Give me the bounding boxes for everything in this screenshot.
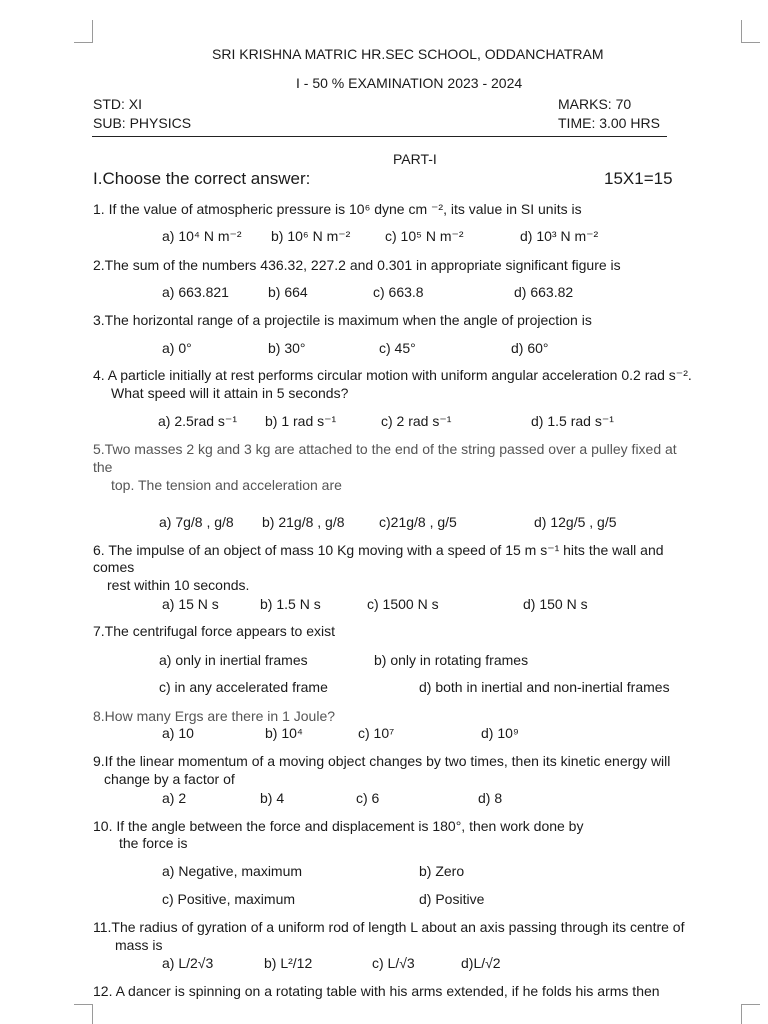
crop-mark-bottom-left-h [74,1004,93,1005]
question-1-option-b: b) 10⁶ N m⁻² [271,228,351,244]
subject-label: SUB: PHYSICS [93,115,192,131]
question-1-text: 1. If the value of atmospheric pressure is 10⁶ dyne cm ⁻², its value in SI units is [93,201,582,217]
question-7-option-d: d) both in inertial and non-inertial frames [419,679,670,695]
question-6-option-d: d) 150 N s [523,596,588,612]
question-5-option-b: b) 21g/8 , g/8 [262,514,345,530]
question-10-option-d: d) Positive [419,891,485,907]
question-4-text-line-1: 4. A particle initially at rest performs circular motion with uniform angular acceleration 0.2 rad s⁻². [93,367,692,383]
question-6-option-c: c) 1500 N s [367,596,439,612]
header-divider [92,136,667,137]
question-6-text-line-2: comes [93,559,135,575]
question-5-option-d: d) 12g/5 , g/5 [534,514,617,530]
question-7-option-b: b) only in rotating frames [374,652,529,668]
question-9-option-c: c) 6 [356,790,380,806]
question-5-text-line-1: 5.Two masses 2 kg and 3 kg are attached to the end of the string passed over a pulley fixed at [93,441,677,457]
time-label: TIME: 3.00 HRS [558,115,660,131]
crop-mark-bottom-left-v [92,1004,93,1024]
question-4-option-d: d) 1.5 rad s⁻¹ [531,413,614,429]
question-1-option-a: a) 10⁴ N m⁻² [162,228,242,244]
question-3-option-a: a) 0° [162,340,192,356]
question-11-text-line-2: mass is [115,937,163,953]
marks-label: MARKS: 70 [558,96,632,112]
crop-mark-bottom-right-h [741,1004,760,1005]
question-6-text-line-1: 6. The impulse of an object of mass 10 Kg moving with a speed of 15 m s⁻¹ hits the wall and [93,542,664,558]
question-3-option-b: b) 30° [268,340,306,356]
question-9-option-a: a) 2 [162,790,187,806]
question-9-option-b: b) 4 [260,790,285,806]
question-6-text-line-3: rest within 10 seconds. [107,577,250,593]
crop-mark-top-right-v [741,20,742,42]
question-11-option-a: a) L/2√3 [162,955,214,971]
section-marks: 15X1=15 [604,169,673,188]
question-5-option-a: a) 7g/8 , g/8 [159,514,234,530]
question-1-option-c: c) 10⁵ N m⁻² [385,228,464,244]
question-7-option-c: c) in any accelerated frame [159,679,328,695]
question-2-option-d: d) 663.82 [514,284,574,300]
question-7-text: 7.The centrifugal force appears to exist [93,623,336,639]
question-1-option-d: d) 10³ N m⁻² [520,228,599,244]
std-label: STD: XI [93,96,143,112]
question-10-option-a: a) Negative, maximum [162,863,303,879]
question-11-option-c: c) L/√3 [372,955,415,971]
crop-mark-bottom-right-v [741,1004,742,1024]
question-3-text: 3.The horizontal range of a projectile is maximum when the angle of projection is [93,312,592,328]
question-10-option-c: c) Positive, maximum [162,891,296,907]
question-4-text-line-2: What speed will it attain in 5 seconds? [111,385,349,401]
question-8-option-d: d) 10⁹ [481,725,519,741]
question-5-text-line-2: the [93,459,113,475]
question-9-option-d: d) 8 [478,790,503,806]
exam-title: I - 50 % EXAMINATION 2023 - 2024 [296,75,523,91]
crop-mark-top-left-h [74,42,93,43]
question-10-text-line-1: 10. If the angle between the force and displacement is 180°, then work done by [93,818,584,834]
question-9-text-line-1: 9.If the linear momentum of a moving object changes by two times, then its kinetic energy will [93,753,671,769]
part-title: PART-I [393,151,437,167]
crop-mark-top-right-h [741,42,760,43]
question-11-option-b: b) L²/12 [264,955,313,971]
question-4-option-c: c) 2 rad s⁻¹ [381,413,452,429]
crop-mark-top-left-v [92,20,93,42]
question-2-option-a: a) 663.821 [162,284,229,300]
question-11-text-line-1: 11.The radius of gyration of a uniform rod of length L about an axis passing through its centre of [93,919,685,935]
question-8-option-a: a) 10 [162,725,194,741]
question-2-option-c: c) 663.8 [373,284,424,300]
question-8-option-c: c) 10⁷ [358,725,395,741]
question-3-option-d: d) 60° [511,340,549,356]
question-6-option-a: a) 15 N s [162,596,219,612]
question-8-text: 8.How many Ergs are there in 1 Joule? [93,708,336,724]
question-4-option-b: b) 1 rad s⁻¹ [265,413,337,429]
question-10-option-b: b) Zero [419,863,465,879]
question-5-text-line-3: top. The tension and acceleration are [111,477,342,493]
question-3-option-c: c) 45° [379,340,416,356]
question-9-text-line-2: change by a factor of [104,771,235,787]
question-11-option-d: d)L/√2 [461,955,501,971]
question-2-text: 2.The sum of the numbers 436.32, 227.2 and 0.301 in appropriate significant figure is [93,257,621,273]
question-10-text-line-2: the force is [119,835,188,851]
question-6-option-b: b) 1.5 N s [260,596,321,612]
question-2-option-b: b) 664 [268,284,308,300]
question-5-option-c: c)21g/8 , g/5 [379,514,457,530]
school-name: SRI KRISHNA MATRIC HR.SEC SCHOOL, ODDANCHATRAM [212,46,604,62]
section-title: I.Choose the correct answer: [93,169,311,188]
question-12-text: 12. A dancer is spinning on a rotating table with his arms extended, if he folds his arms then [93,983,660,999]
question-4-option-a: a) 2.5rad s⁻¹ [158,413,237,429]
question-8-option-b: b) 10⁴ [265,725,303,741]
question-7-option-a: a) only in inertial frames [159,652,308,668]
